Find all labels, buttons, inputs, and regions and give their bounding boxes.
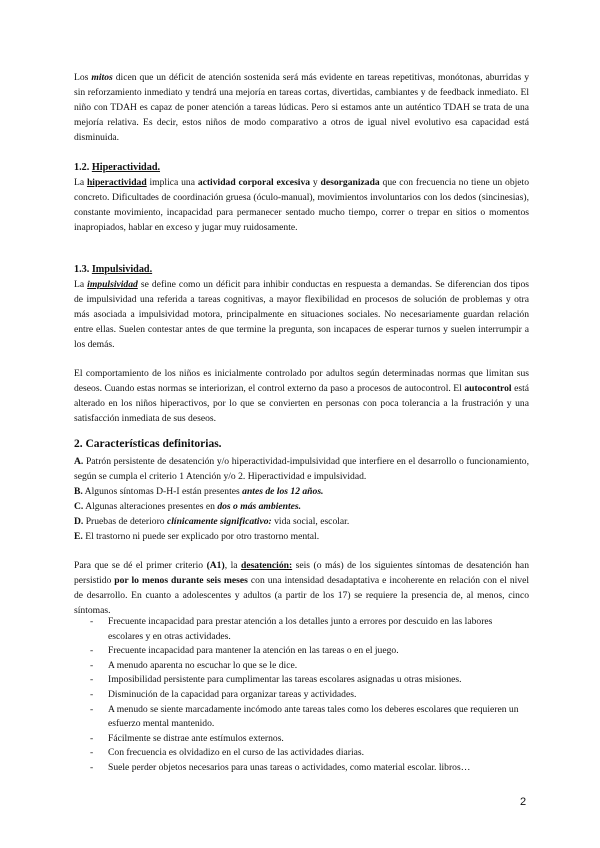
list-item [74, 761, 529, 776]
text: El trastorno ni puede ser explicado por otro trastorno mental. [82, 531, 320, 543]
bullet: - [90, 674, 94, 686]
text: que con frecuencia no tiene un objeto concreto. Dificultades de coordinación gruesa (óculo-manual), movimientos involuntarios con los dedos (sincinesias), constante movimiento, incapacidad para permanecer sentado mucho tiempo, correr o trepar en sitios o momentos inapropiados, hablar en exceso y jugar muy ruidosamente. [74, 177, 530, 234]
impulsividad-paragraph [74, 277, 529, 352]
section-1-3-heading [74, 262, 529, 277]
term-desatencion: desatención: [240, 560, 293, 571]
bullet: - [90, 616, 94, 627]
list-item [74, 673, 529, 688]
section-hiperactividad [74, 160, 529, 235]
text: con una intensidad desadaptativa e incoherente en relación con el nivel de desarrollo. En cuanto a adolescentes y adultos (a partir de los 17) se requiere la presencia de, al menos, cinco síntomas. [74, 575, 529, 617]
section-impulsividad [74, 262, 529, 353]
list-item-text: Frecuente incapacidad para prestar atención a los detalles junto a errores por descuido en las labores escolares y en otras actividades. [108, 616, 493, 642]
list-item-text: A menudo se siente marcadamente incómodo ante tareas tales como los deberes escolares que requieren un esfuerzo mental mantenido. [108, 703, 519, 730]
criteria-list [74, 454, 529, 545]
letter: D. [74, 516, 84, 528]
list-item [74, 746, 529, 761]
bullet: - [90, 761, 94, 773]
term-a1: (A1) [206, 560, 225, 571]
heading-title: Hiperactividad. [91, 162, 161, 173]
text: implica una [146, 177, 198, 189]
term-autocontrol: autocontrol [464, 383, 512, 395]
criterion-e [74, 529, 529, 544]
letter: B. [74, 486, 83, 498]
list-item [74, 615, 529, 644]
intro-paragraph [74, 70, 529, 145]
list-item-text: A menudo aparenta no escuchar lo que se le dice. [108, 659, 298, 671]
emphasis: dos o más ambientes. [217, 501, 302, 513]
desatencion-paragraph [74, 558, 529, 618]
text: La [74, 177, 87, 189]
criterion-c [74, 499, 529, 514]
bullet: - [90, 732, 94, 744]
text: , la [224, 560, 241, 571]
list-item-text: Disminución de la capacidad para organizar tareas y actividades. [108, 688, 357, 700]
text: vida social, escolar. [271, 516, 350, 528]
criterion-b [74, 484, 529, 499]
intro-text: Los [74, 72, 92, 83]
criterion-a [74, 454, 529, 484]
list-item [74, 688, 529, 703]
term-desorganizada: desorganizada [320, 177, 380, 189]
text: Patrón persistente de desatención y/o hiperactividad-impulsividad que interfiere en el desarrollo o funcionamiento, según se cumpla el criterio 1 Atención y/o 2. Hiperactividad e impulsividad. [74, 456, 529, 483]
bullet: - [90, 645, 94, 657]
heading-title: Impulsividad. [91, 264, 153, 275]
letter: A. [74, 456, 84, 467]
bullet: - [90, 688, 94, 700]
term-hiperactividad: hiperactividad [86, 177, 147, 189]
bullet: - [90, 659, 94, 671]
term-impulsividad: impulsividad [87, 279, 138, 291]
text: se define como un déficit para inhibir conductas en respuesta a demandas. Se diferencian dos tipos de impulsividad una referida a tareas cognitivas, a mayor flexibilidad en procesos de solución de problemas y otra más asociada a impulsividad motora, principalmente en situaciones sociales. No necesariamente guardan relación entre ellas. Suelen contestar antes de que termine la pregunta, son incapaces de esperar turnos y suelen interrumpir a los demás. [74, 279, 529, 351]
autocontrol-paragraph [74, 366, 529, 426]
text: Algunas alteraciones presentes en [83, 501, 218, 513]
list-item [74, 644, 529, 659]
text: La [74, 279, 88, 291]
list-item-text: Frecuente incapacidad para mantener la atención en las tareas o en el juego. [108, 645, 399, 657]
emphasis: antes de los 12 años. [242, 486, 324, 498]
text: Algunos síntomas D-H-I están presentes [82, 486, 243, 498]
emphasis: clínicamente significativo: [166, 516, 272, 528]
letter: C. [74, 501, 84, 513]
list-item-text: Imposibilidad persistente para cumplimentar las tareas escolares asignadas u otras misiones. [108, 674, 462, 686]
term-seis-meses: por lo menos durante seis meses [114, 575, 248, 587]
mitos-term: mitos [91, 72, 113, 83]
text: está alterado en los niños hiperactivos, por lo que se convierten en personas con poca tolerancia a la frustración y una satisfacción inmediata de sus deseos. [74, 383, 529, 425]
text: seis (o más) de los siguientes síntomas de desatención han persistido [74, 560, 529, 587]
section-1-2-heading [74, 160, 529, 175]
list-item [74, 703, 529, 732]
bullet: - [90, 703, 94, 715]
list-item-text: Con frecuencia es olvidadizo en el curso de las actividades diarias. [108, 747, 365, 759]
heading-number: 1.3. [74, 264, 92, 275]
letter: E. [74, 531, 83, 543]
page-number: 2 [520, 796, 527, 808]
text: y [310, 177, 321, 189]
criterion-d [74, 514, 529, 529]
intro-text-2: dicen que un déficit de atención sostenida será más evidente en tareas repetitivas, monótonas, aburridas y sin reforzamiento inmediato y tendrá una mejoría en tareas cortas, divertidas, cambiantes y de feedback inmediato. El niño con TDAH es capaz de poner atención a tareas lúdicas. Pero si estamos ante un auténtico TDAH se trata de una mejoría relativa. Es decir, estos niños de modo comparativo a otros de igual nivel evolutivo esa capacidad está disminuida. [74, 72, 529, 144]
term-actividad-corporal: actividad corporal excesiva [197, 177, 311, 189]
list-item [74, 659, 529, 674]
text: Pruebas de deterioro [83, 516, 167, 528]
list-item-text: Suele perder objetos necesarios para unas tareas o actividades, como material escolar. libros… [108, 761, 471, 773]
section-2-heading: 2. Características definitorias. [74, 438, 222, 450]
hiperactividad-paragraph [74, 175, 529, 235]
bullet: - [90, 747, 94, 759]
heading-number: 1.2. [74, 162, 92, 173]
list-item-text: Fácilmente se distrae ante estímulos externos. [108, 732, 284, 744]
text: El comportamiento de los niños es inicialmente controlado por adultos según determinadas normas que limitan sus deseos. Cuando estas normas se interiorizan, el control externo da paso a procesos de autocontrol. El [74, 368, 529, 395]
symptom-list [74, 615, 529, 776]
list-item [74, 732, 529, 747]
text: Para que se dé el primer criterio [74, 560, 207, 571]
